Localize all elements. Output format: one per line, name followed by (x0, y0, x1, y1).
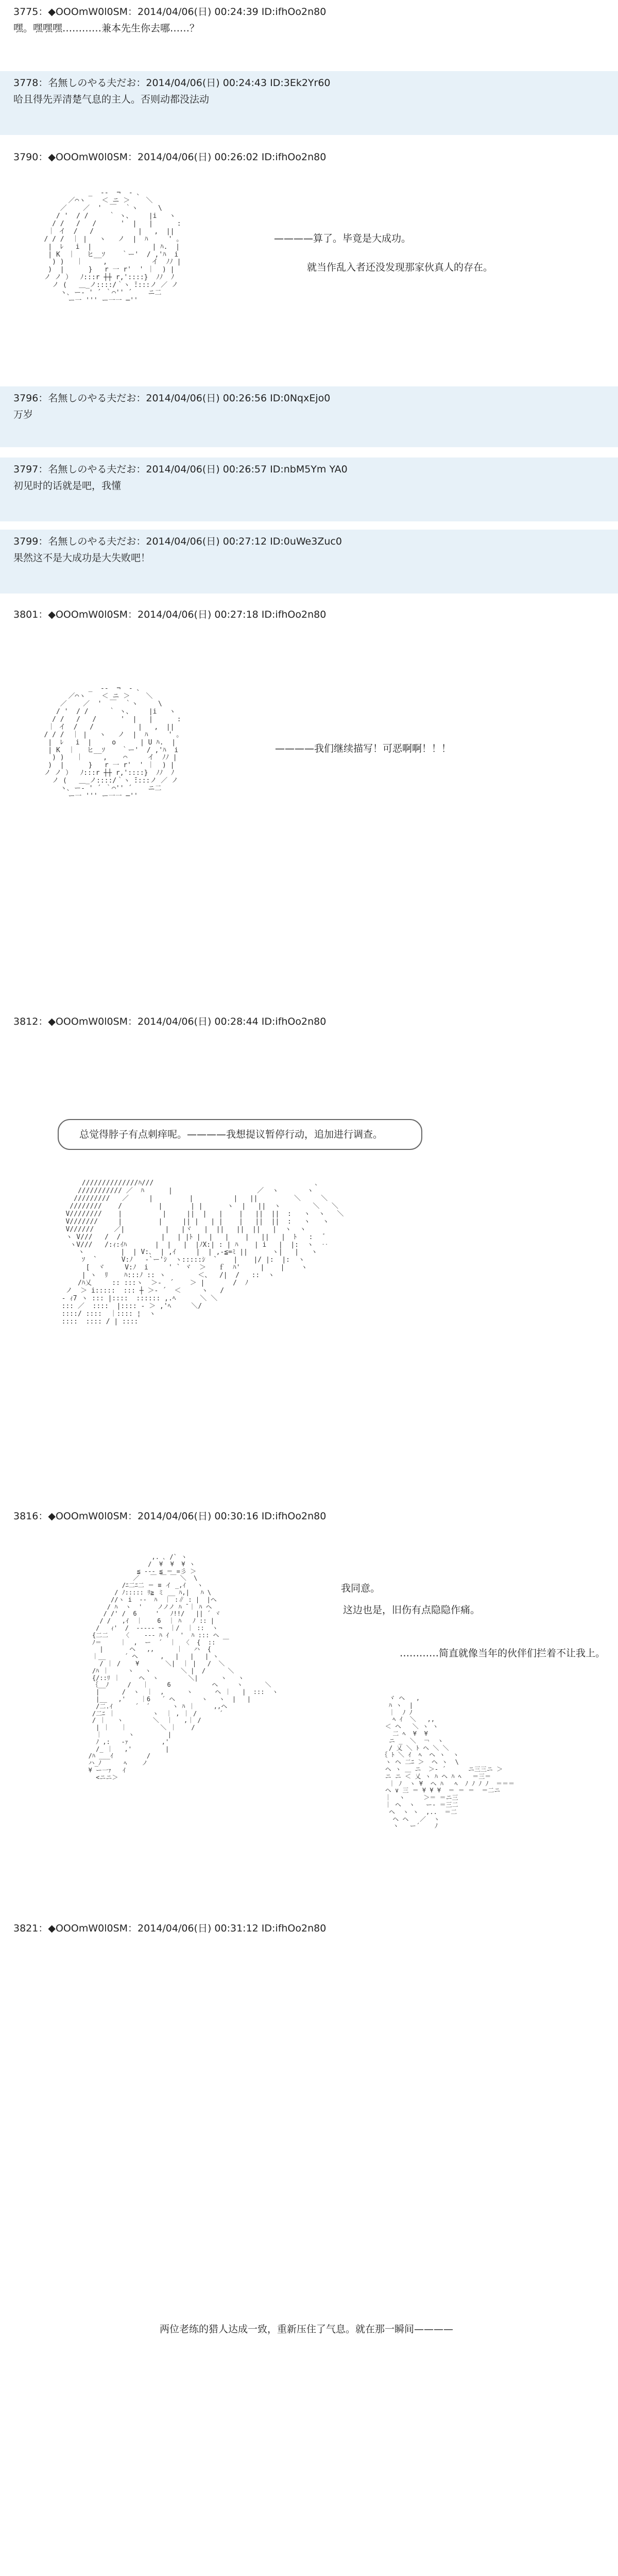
post-header: 3796：名無しのやる夫だお：2014/04/06(日) 00:26:56 ID:0NqxEjo0 (13, 393, 331, 404)
dialog-line: 总觉得脖子有点刺痒呢。————我想提议暂停行动，追加进行调查。 (79, 1129, 383, 1140)
post-header: 3821：◆OOOmW0l0SM：2014/04/06(日) 00:31:12 ID:ifhOo2n80 (13, 1923, 327, 1934)
post-3812 (0, 1010, 618, 1030)
dialog-line: 就当作乱入者还没发现那家伙真人的存在。 (307, 262, 493, 273)
post-header: 3797：名無しのやる夫だお：2014/04/06(日) 00:26:57 ID:nbM5Ym YA0 (13, 464, 348, 475)
post-header: 3799：名無しのやる夫だお：2014/04/06(日) 00:27:12 ID:0uWe3Zuc0 (13, 536, 342, 547)
dialog-line: ————我们继续描写！可恶啊啊！！！ (275, 743, 452, 754)
dialog-line: 这边也是，旧伤有点隐隐作痛。 (343, 1604, 480, 1616)
post-3796 (0, 386, 618, 447)
dialog-line: …………简直就像当年的伙伴们拦着不让我上。 (400, 1648, 606, 1659)
dialog-line: ————算了。毕竟是大成功。 (274, 233, 411, 244)
post-text: 果然这不是大成功是大失败吧！ (13, 552, 151, 564)
post-3797 (0, 457, 618, 521)
dialog-line: 两位老练的猎人达成一致，重新压住了气息。就在那一瞬间———— (160, 2324, 454, 2335)
post-3778 (0, 71, 618, 135)
post-text: 初见时的话就是吧，我懂 (13, 480, 122, 492)
post-text: 万岁 (13, 409, 33, 420)
post-header: 3778：名無しのやる夫だお：2014/04/06(日) 00:24:43 ID:3Ek2Yr60 (13, 77, 331, 89)
post-header: 3812：◆OOOmW0l0SM：2014/04/06(日) 00:28:44 ID:ifhOo2n80 (13, 1016, 327, 1027)
post-3816 (0, 1504, 618, 1525)
post-3821 (0, 1917, 618, 1937)
ascii-art-face: _ -‐ ¬ - ､ ／⌒ヽ ＜ ニ ＞ ＼ ／ ／ ' ￣ ｀ヽ \ / ' / / ｀ ヽ、 |i ヽ / / / / ' | | : ｜ イ / / | , || / / / ｜ | ヽ ノ | ﾊ ' ｡ | ﾚ i | | ﾊ. | | K ｜ ヒ__ｿ ｀ー' / ,'ﾊ i ) ) ｜ , イ ﾉﾉ | ) | } r 一 r' ' ｜ ) | ノ ノ ） ﾉ:::r ┼┼ r,'::::} ﾉﾉ ﾉ ノ ( ＿_ノ::::/｀ヽ ̄::::ノ ／ ノ ヽ､ ー‐ ' ´ ｀⌒'' ´ ニ二 ー一 ''' ー一一 ─'' (44, 189, 181, 305)
post-text: 哈且得先弄清楚气息的主人。否则动都没法动 (13, 94, 210, 105)
post-header: 3801：◆OOOmW0l0SM：2014/04/06(日) 00:27:18 ID:ifhOo2n80 (13, 609, 327, 620)
ascii-art-face: _ -‐ ¬ - ､ ／⌒ヽ ＜ ニ ＞ ＼ ／ ／ ' ￣ ｀ヽ \ / ' / / ｀ ヽ、 |i ヽ / / / / ' | | : ｜ イ / / | , || / / / ｜ | ヽ ノ | ﾊ ' ｡ | ﾚ i | o | U ﾊ. | | K ｜ ヒ__ｿ ｀ー' / ,'ﾊ i ) ) ｜ , ⌒ イ ﾉﾉ | ) | } r 一 r' ' ｜ ) | ノ ノ ） ﾉ:::r ┼┼ r,'::::} ﾉﾉ ﾉ ノ ( ＿_ノ::::/｀ヽ ̄::::ノ ／ ノ ヽ､ ー‐ ' ´ ｀⌒'' ´ ニ二 ー一 ''' ー一一 ─'' (44, 685, 181, 801)
post-3799 (0, 530, 618, 594)
post-header: 3790：◆OOOmW0l0SM：2014/04/06(日) 00:26:02 ID:ifhOo2n80 (13, 151, 327, 163)
post-header: 3775：◆OOOmW0l0SM：2014/04/06(日) 00:24:39 ID:ifhOo2n80 (13, 6, 327, 18)
ascii-art-hunter: //////////////ﾊ/// ､ /////////// ／ ﾊ | ／ ヽ ヽ ///////// ／ | | | || ＼ ＼ //////// / | | | ヽ | || ヽ ＼ ＼ V//////// | | || | | | || || : ヽ ヽ ＼ V/////// | | || | | | | || || : ヽ ヽ V////// ／| | |ヾ | || || || | ヽ ヽ ヽ V/// / / | | |ﾄ | | | | || | ﾄ : ﾞ ヽV/// /:ｨ:ｲﾊ | | | |ﾉX:| : | ﾊ | i | |: ヽ ‥ ヽ | | V:､ | ,ｲ | | ,-≦=ﾐ || ヽ| | ヽ ｿ ` V:ﾉ ‐`ー'ｼ ヽ:::::ｼ ` | |/ |: |: ヽ [ ヾ V:ﾉ i ' ` ヾ ＞ ｆ ﾊ' | | ヽ | ヽ ﾘ ﾊ:::ﾉ :: ヽ ＜、 /| / :: ヽ /ﾊ乂 :: :::ヽ ＞‐ ´ ＞ | / ﾉ ノ ＞ i::::: ::: ┼ ＞‐ ´ ＜ ヽ / ‐ ｨ7 ヽ ::: |:::: :::::: ,.ﾍ ＼ ＼ ::: ／ :::: |:::: ‐ ＞ ,'ﾍ ＼/ ::::/ :::: ｜:::: ¦ ヽ :::: :::: / | :::: (61, 1179, 344, 1326)
post-3775 (0, 0, 618, 57)
speech-bubble (58, 1119, 422, 1150)
ascii-art-hunter-arm: ヾ ヘ , ﾊ ヽ | ｜ ﾉ ﾉ ﾍ ｲ ＼ ,, ＜ ヘ ＼ ヽ ヽ 二 ﾍ ¥ ¥ ニ _ ＼ ￢ ヽ / 乂 ＼ ﾄ ヘ ＼ ＼ ｛ ﾄ ＼ ｲ ﾍ ヘ ヽ ヽ ヽ ヘ 二ﾆ ＞ ヘ ヽ \ ヘ ヽ ＿ ニ ＞‐ ´ ニ三三ニ ＞ ニ ニ ＜ 乂 ヽ ﾊ ヘ ﾊ ﾍ ＝三＝ ｜ ﾉ ヽ ¥ ヘ ﾊ ﾍ ﾉ ﾉ ﾉ ﾉ ＝＝＝ ヘ ∨ 三 ＝ ¥ ¥ ¥ ＝ ＝ ＝ ＝二ニ ｜ ヽ ＞＝ ＝ニ三 ｜ ヘ ヽ ー‐ ＝三二 ヘ ヽ ヽ ,.. ＝二 ヘ ヘ ／ ヽ ヽ ー´ ﾉ (381, 1694, 515, 1830)
post-text: 嘿。嘿嘿嘿…………兼本先生你去哪……？ (13, 23, 200, 34)
post-header: 3816：◆OOOmW0l0SM：2014/04/06(日) 00:30:16 ID:ifhOo2n80 (13, 1511, 327, 1522)
ascii-art-hunter: ,. ､ /` ヽ / ¥ ¥ ¥ ヽ ≦ -‐‐ ≦ ＝ =彡 ＞ ／ ￣ ￣ ￣ ＼ \ /ﾆ二ﾆ二 ＝ ≡ イ _,ｲ ヽ / ﾉ::::: ﾘ≧ ミ __ ﾊ,| ﾊ \ //ヽ i -- ﾊ ｜ :∥ : | |ヘ / ﾊ ヽ ' ノノノ ﾊ ̄ ｜ ﾊ ヘ / /' / 6 ' ﾉ!!/ || ´ ヾ / / ,ｲ ｜ 6 ｜ ﾊ ﾉ :: | / ｨ' / ‐‐‐‐‐ ¬ ｜/ ｜ :: ヽ {二二 〈 ‐‐- ﾊ ｲ ' ﾊ ::: ヘ ﾉ＝ ｜ , ー ´ ｜ 〈 { :: ￣ | ヘ ,, ｜ ハ { ｜__ ´ ヘ , | | | ヽ / ｜ / ¥ ＼| ｜ | / ＼ /ﾊ ｜ ヽ ヽ ＼ | / ＼ {/::ﾘ ｜ ヘ ヽ ＼| ヽ ヽ ｛__ﾉ / ｜ 6 ヘ ヽ ＼ | / ヽ ｜ , ヽ ヘ ｜ | ::: ヽ |__ ,' ｜6 ´ ヘ ヽ ヽ | | /二.ｲ ´ ´ ヽ ﾊ ｜ ,,ヘ /二ﾆ ｜ ヽ ｜ , ｜ / ´ / ｜ ヽ ＼ ｜ ,｜ / | ｜ ｜ ＼ ｜ / ｜ ヽ | ﾉ ,: -ｧ ,' /_ ｜ ,' | /ﾊ ___ｲ / ハ_ﾉ ﾍ ノ ¥ ー一ｧ ｲ <ニニ＞ (88, 1553, 278, 1781)
dialog-line: 我同意。 (341, 1583, 381, 1594)
